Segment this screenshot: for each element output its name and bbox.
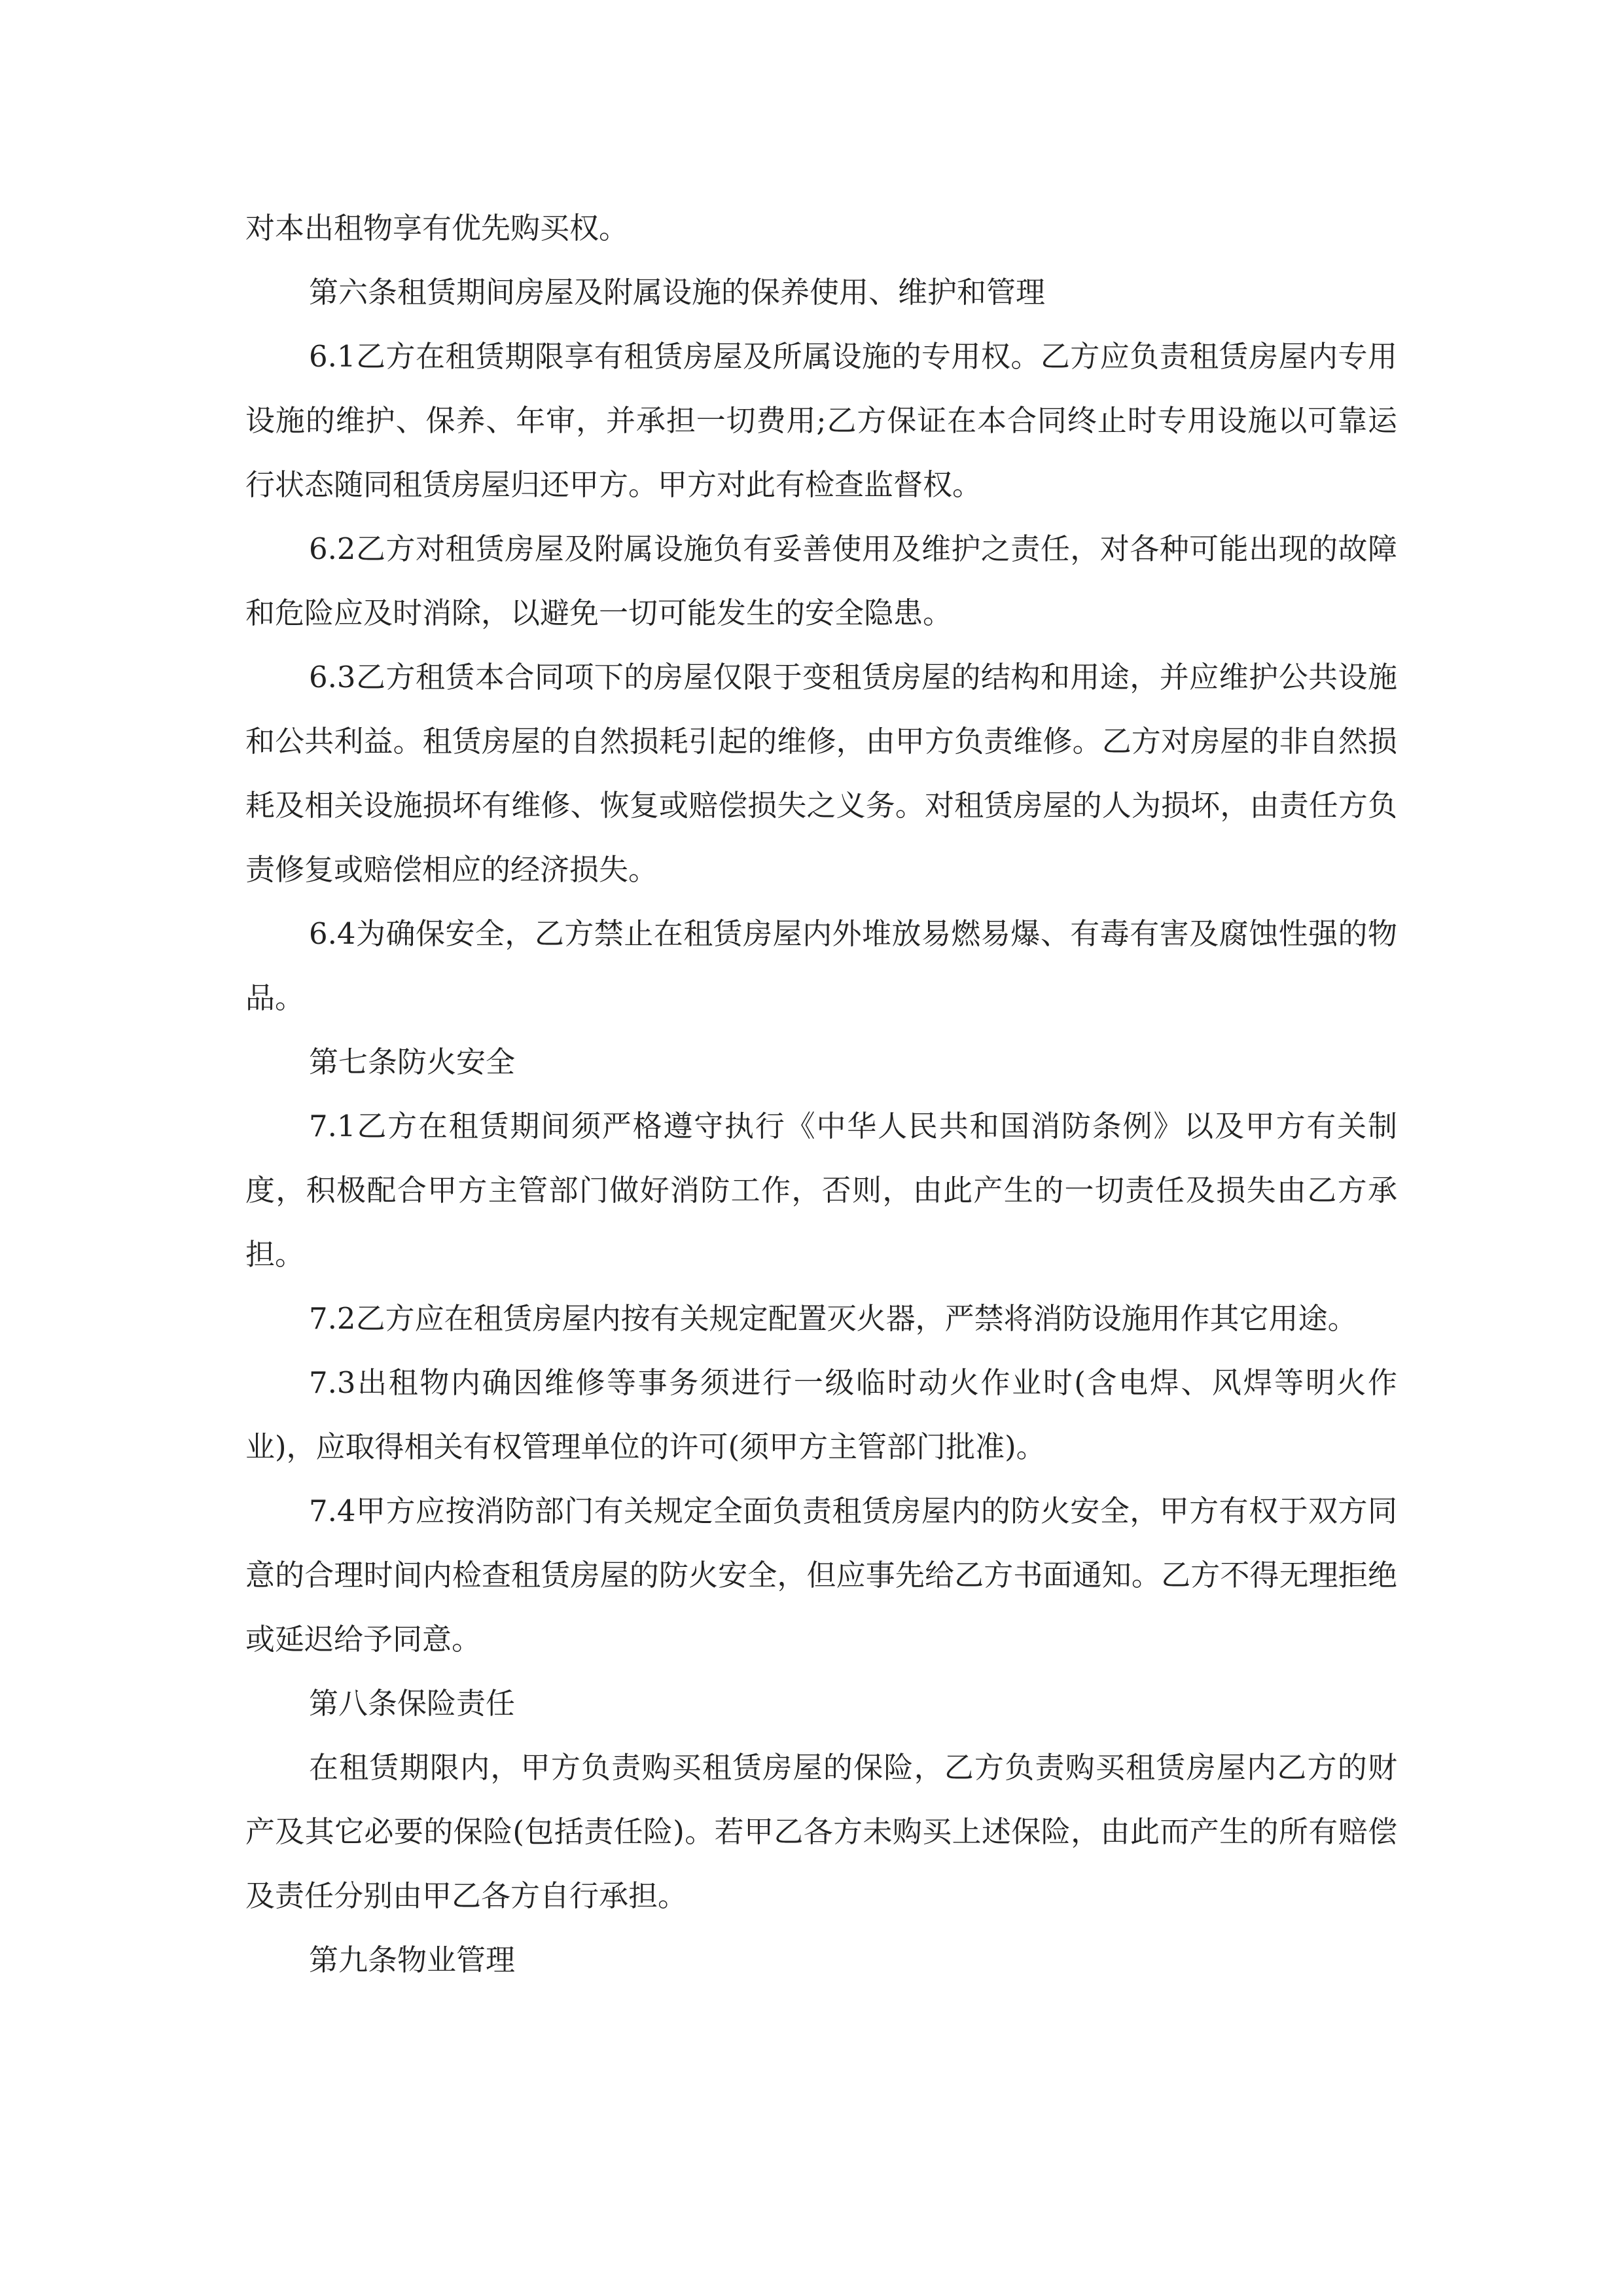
section-heading: 第六条租赁期间房屋及附属设施的保养使用、维护和管理 bbox=[309, 275, 1046, 310]
document-body bbox=[245, 196, 1397, 1992]
paragraph: 6.2乙方对租赁房屋及附属设施负有妥善使用及维护之责任，对各种可能出现的故障和危险应及时消除，以避免一切可能发生的安全隐患。 bbox=[245, 531, 1397, 630]
paragraph: 6.1乙方在租赁期限享有租赁房屋及所属设施的专用权。乙方应负责租赁房屋内专用设施的维护、保养、年审，并承担一切费用;乙方保证在本合同终止时专用设施以可靠运行状态随同租赁房屋归还甲方。甲方对此有检查监督权。 bbox=[245, 339, 1397, 502]
section-heading: 第七条防火安全 bbox=[309, 1045, 516, 1079]
section-heading: 第八条保险责任 bbox=[309, 1686, 516, 1721]
paragraph: 6.3乙方租赁本合同项下的房屋仅限于变租赁房屋的结构和用途，并应维护公共设施和公共利益。租赁房屋的自然损耗引起的维修，由甲方负责维修。乙方对房屋的非自然损耗及相关设施损坏有维修、恢复或赔偿损失之义务。对租赁房屋的人为损坏，由责任方负责修复或赔偿相应的经济损失。 bbox=[245, 660, 1397, 887]
paragraph: 7.4甲方应按消防部门有关规定全面负责租赁房屋内的防火安全，甲方有权于双方同意的合理时间内检查租赁房屋的防火安全，但应事先给乙方书面通知。乙方不得无理拒绝或延迟给予同意。 bbox=[245, 1494, 1397, 1657]
section-heading: 第九条物业管理 bbox=[309, 1943, 516, 1977]
paragraph: 7.2乙方应在租赁房屋内按有关规定配置灭火器，严禁将消防设施用作其它用途。 bbox=[309, 1301, 1357, 1336]
paragraph: 6.4为确保安全，乙方禁止在租赁房屋内外堆放易燃易爆、有毒有害及腐蚀性强的物品。 bbox=[245, 916, 1397, 1015]
paragraph: 在租赁期限内，甲方负责购买租赁房屋的保险，乙方负责购买租赁房屋内乙方的财产及其它必要的保险(包括责任险)。若甲乙各方未购买上述保险，由此而产生的所有赔偿及责任分别由甲乙各方自行承担。 bbox=[245, 1750, 1397, 1913]
paragraph: 7.3出租物内确因维修等事务须进行一级临时动火作业时(含电焊、风焊等明火作业)，应取得相关有权管理单位的许可(须甲方主管部门批准)。 bbox=[245, 1365, 1397, 1464]
paragraph: 7.1乙方在租赁期间须严格遵守执行《中华人民共和国消防条例》以及甲方有关制度，积极配合甲方主管部门做好消防工作，否则，由此产生的一切责任及损失由乙方承担。 bbox=[245, 1109, 1397, 1272]
paragraph: 对本出租物享有优先购买权。 bbox=[245, 211, 629, 245]
